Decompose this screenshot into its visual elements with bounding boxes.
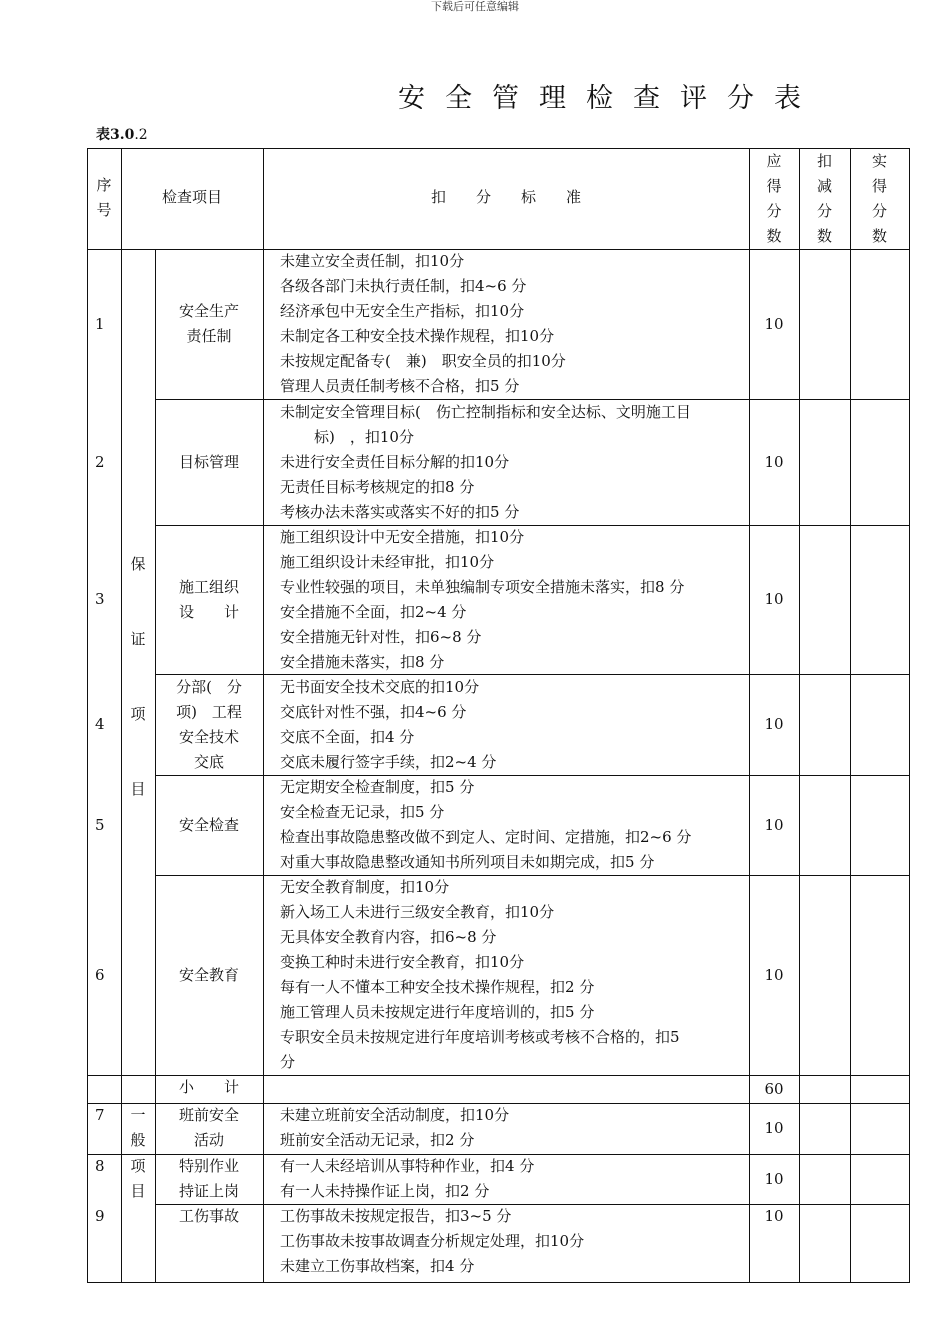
row-item-label: 责任制 [186,327,232,345]
row-score-value: 10 [764,815,784,834]
row-score [749,1154,799,1204]
criteria-line: 交底针对性不强，扣4~6 分 [280,702,467,721]
row-seq [87,1075,121,1103]
row-criteria [263,1075,749,1103]
header-actual-char: 得 [871,177,887,195]
group-general-char: 般 [130,1131,146,1149]
row-item [155,525,263,674]
row-criteria [263,525,749,674]
row-score-value: 10 [764,314,784,333]
criteria-line: 考核办法未落实或落实不好的扣5 分 [280,502,520,521]
header-seq-char: 号 [96,201,112,219]
header-deduct-char: 分 [816,202,832,220]
table-border-bottom [87,1282,910,1283]
row-score [749,875,799,1075]
header-actual-char: 数 [871,227,887,245]
criteria-line: 工伤事故未按事故调查分析规定处理，扣10分 [280,1232,585,1250]
header-should-char: 应 [766,152,782,170]
row-item-label: 安全检查 [178,815,239,834]
row-seq [87,674,121,775]
row-criteria [263,674,749,775]
row-actual-empty [850,1204,909,1282]
row-deduct-empty [799,875,850,1075]
criteria-line: 无定期安全检查制度，扣5 分 [280,778,475,796]
criteria-line: 无责任目标考核规定的扣8 分 [280,477,475,496]
row-item-label: 目标管理 [178,452,239,471]
criteria-line: 各级各部门未执行责任制，扣4~6 分 [280,277,527,295]
row-seq-number: 9 [95,1207,105,1225]
criteria-line: 交底未履行签字手续，扣2~4 分 [280,752,497,771]
criteria-line: 有一人未持操作证上岗，扣2 分 [280,1182,490,1200]
row-actual-empty [850,525,909,674]
criteria-line: 无具体安全教育内容，扣6~8 分 [280,928,497,946]
row-item-label: 安全生产 [178,302,239,320]
group-guarantee-char: 项 [130,705,146,723]
row-actual-empty [850,1103,909,1154]
row-seq [87,249,121,399]
row-score [749,674,799,775]
row-item [155,1103,263,1154]
header-item-label: 检查项目 [161,188,222,206]
criteria-line: 未建立班前安全活动制度，扣10分 [280,1106,510,1124]
group-guarantee-char: 保 [130,555,146,573]
row-actual-empty [850,249,909,399]
header-actual-char: 实 [871,152,887,170]
row-deduct-empty [799,1154,850,1204]
row-seq-number: 3 [95,590,105,608]
criteria-line: 管理人员责任制考核不合格，扣5 分 [280,377,520,395]
row-seq [87,525,121,674]
header-seq [87,148,121,249]
row-deduct-empty [799,1204,850,1282]
row-seq-number: 2 [95,452,105,471]
criteria-line: 有一人未经培训从事特种作业，扣4 分 [280,1157,535,1175]
row-seq [87,1204,121,1282]
criteria-line: 施工组织设计中无安全措施，扣10分 [280,527,525,546]
row-item [155,249,263,399]
row-actual-empty [850,399,909,525]
criteria-line: 专业性较强的项目，未单独编制专项安全措施未落实，扣8 分 [280,577,685,596]
row-criteria [263,775,749,875]
header-actual-char: 分 [871,202,887,220]
row-seq [87,1103,121,1154]
row-item-label: 分部( 分 [176,677,242,696]
row-item-label: 班前安全 [178,1106,239,1124]
row-score-value: 60 [764,1079,784,1098]
row-seq-number: 4 [95,715,105,733]
row-actual-empty [850,875,909,1075]
header-deduct-char: 减 [816,177,832,195]
row-criteria [263,249,749,399]
row-item-label: 安全教育 [178,965,239,984]
header-seq-char: 序 [96,176,112,194]
criteria-line: 安全措施未落实，扣8 分 [280,652,445,671]
row-criteria [263,399,749,525]
row-criteria [263,1204,749,1282]
row-score-value: 10 [764,590,784,608]
row-item-label: 持证上岗 [178,1182,239,1200]
header-deduct-char: 数 [816,227,832,245]
header-criteria [263,148,749,249]
header-deduct-char: 扣 [816,152,832,170]
criteria-line: 安全措施不全面，扣2~4 分 [280,602,467,621]
row-item-label: 小 计 [178,1078,239,1096]
criteria-line: 分 [280,1053,296,1071]
row-score-value: 10 [764,1119,784,1137]
table-number [96,126,148,144]
score-table [87,148,909,1282]
criteria-line: 交底不全面，扣4 分 [280,727,415,746]
row-deduct-empty [799,249,850,399]
row-item [155,674,263,775]
row-actual-empty [850,1075,909,1103]
row-score-value: 10 [764,452,784,471]
criteria-line: 每有一人不懂本工种安全技术操作规程，扣2 分 [280,978,595,996]
criteria-line: 班前安全活动无记录，扣2 分 [280,1131,475,1149]
criteria-line: 未制定各工种安全技术操作规程，扣10分 [280,327,555,345]
row-item [155,1075,263,1103]
header-actual [850,148,909,249]
row-seq-number: 5 [95,815,105,834]
criteria-line: 未建立工伤事故档案，扣4 分 [280,1257,475,1275]
header-should [749,148,799,249]
row-item [155,399,263,525]
row-criteria [263,875,749,1075]
row-score [749,249,799,399]
row-seq-number: 6 [95,965,105,984]
page-header: 下载后可任意编辑 [431,0,519,13]
criteria-line: 标) ，扣10分 [314,427,414,446]
criteria-line: 变换工种时未进行安全教育，扣10分 [280,953,525,971]
group-general-char: 一 [130,1106,146,1124]
row-score [749,1204,799,1282]
row-item-label: 交底 [193,752,224,771]
table-number-main: 表3.0 [96,127,135,143]
row-actual-empty [850,1154,909,1204]
header-should-char: 分 [766,202,782,220]
row-score-value: 10 [764,965,784,984]
row-seq [87,1154,121,1204]
criteria-line: 对重大事故隐患整改通知书所列项目未如期完成，扣5 分 [280,853,655,871]
row-item-label: 项) 工程 [176,702,242,721]
criteria-line: 施工管理人员未按规定进行年度培训的，扣5 分 [280,1003,595,1021]
header-should-char: 数 [766,227,782,245]
row-score [749,525,799,674]
row-criteria [263,1154,749,1204]
table-border-right [909,148,910,1283]
criteria-line: 安全检查无记录，扣5 分 [280,803,445,821]
row-score [749,1075,799,1103]
row-score [749,1103,799,1154]
row-item [155,875,263,1075]
row-item [155,1154,263,1204]
row-item-label: 安全技术 [178,727,239,746]
row-item-label: 活动 [193,1131,224,1149]
group-general-char: 项 [130,1157,146,1175]
header-should-char: 得 [766,177,782,195]
criteria-line: 经济承包中无安全生产指标，扣10分 [280,302,525,320]
criteria-line: 未建立安全责任制，扣10分 [280,252,465,270]
row-criteria [263,1103,749,1154]
table-number-suffix: .2 [134,127,148,143]
criteria-line: 未进行安全责任目标分解的扣10分 [280,452,510,471]
row-seq-number: 7 [95,1106,105,1124]
row-deduct-empty [799,1103,850,1154]
row-deduct-empty [799,1075,850,1103]
row-actual-empty [850,775,909,875]
criteria-line: 新入场工人未进行三级安全教育，扣10分 [280,903,555,921]
row-score-value: 10 [764,1169,784,1188]
criteria-line: 安全措施无针对性，扣6~8 分 [280,627,482,646]
row-deduct-empty [799,399,850,525]
page-title: 安全管理检查评分表 [398,83,821,114]
row-item-label: 工伤事故 [178,1207,239,1225]
row-item-label: 施工组织 [178,577,239,596]
criteria-line: 工伤事故未按规定报告，扣3~5 分 [280,1207,512,1225]
criteria-line: 无安全教育制度，扣10分 [280,878,450,896]
criteria-line: 无书面安全技术交底的扣10分 [280,677,480,696]
header-deduct [799,148,850,249]
row-score [749,775,799,875]
row-deduct-empty [799,674,850,775]
row-item [155,775,263,875]
row-item-label: 特别作业 [178,1157,239,1175]
row-seq [87,775,121,875]
row-deduct-empty [799,775,850,875]
criteria-line: 检查出事故隐患整改做不到定人、定时间、定措施，扣2~6 分 [280,828,692,846]
row-actual-empty [850,674,909,775]
row-score-value: 10 [764,715,784,733]
group-general-char: 目 [130,1182,146,1200]
criteria-line: 专职安全员未按规定进行年度培训考核或考核不合格的，扣5 [280,1028,680,1046]
row-item [155,1204,263,1282]
row-item-label: 设 计 [178,602,239,621]
criteria-line: 施工组织设计未经审批，扣10分 [280,552,495,571]
row-seq [87,399,121,525]
group-guarantee-char: 目 [130,780,146,798]
group-guarantee-char: 证 [130,630,146,648]
row-score [749,399,799,525]
row-deduct-empty [799,525,850,674]
row-seq [87,875,121,1075]
row-score-value: 10 [764,1207,784,1225]
row-seq-number: 1 [95,314,105,333]
criteria-line: 未制定安全管理目标( 伤亡控制指标和安全达标、文明施工目 [280,402,691,421]
criteria-line: 未按规定配备专( 兼) 职安全员的扣10分 [280,352,566,370]
header-item [121,148,263,249]
row-seq-number: 8 [95,1157,105,1175]
header-criteria-label: 扣 分 标 准 [430,188,581,206]
